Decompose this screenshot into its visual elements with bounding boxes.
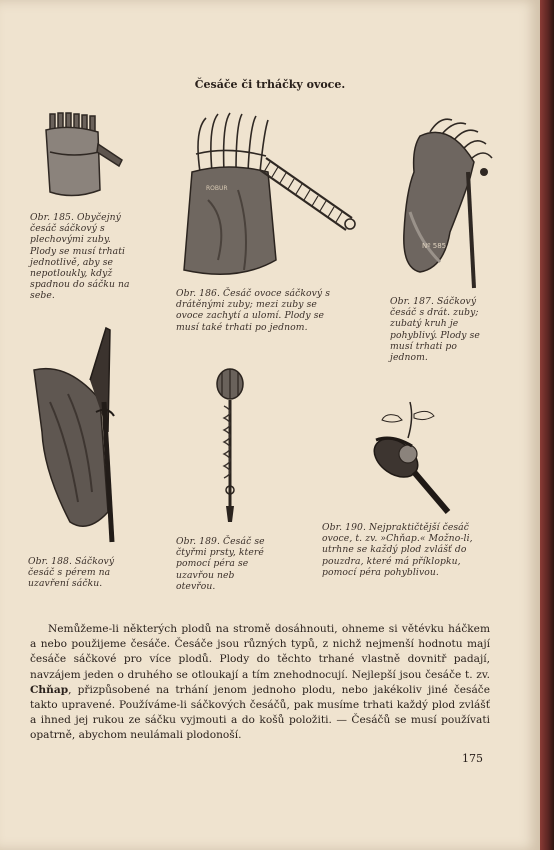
fig188-caption: Obr. 188. Sáčkový česáč s pérem na uzavření sáčku. [28, 556, 115, 590]
fig189-four-finger-picker-illustration [208, 366, 252, 526]
fig186-caption: Obr. 186. Česáč ovoce sáčkový s drátěnými zuby; mezi zuby se ovoce zachytí a ulomí. Plody se musí také trhati po jednom. [176, 288, 331, 333]
fig188-spring-picker-illustration [28, 322, 128, 548]
fig186-bag-mark: ROBUR [206, 185, 228, 192]
fig186-wire-picker-illustration [178, 110, 358, 282]
fig190-chnap-picker-illustration [362, 398, 452, 516]
fig185-caption: Obr. 185. Obyčejný česáč sáčkový s plechovými zuby. Plody se musí trhati jednotlivě, aby se nepotloukly, když spadnou do sáčku na sebe. [30, 212, 130, 302]
body-paragraph [30, 622, 490, 744]
page-number: 175 [462, 752, 483, 765]
fig190-caption: Obr. 190. Nejpraktičtější česáč ovoce, t. zv. »Chňap.« Možno-li, utrhne se každý plod zvlášť do pouzdra, které má příklopku, pomocí péra pohyblivou. [322, 522, 473, 578]
page-title: Česáče či trháčky ovoce. [194, 78, 346, 91]
body-text-part-2: , přizpůsobené na trhání jenom jednoho plodu, nebo jakékoliv jiné česáče takto upravené. Používáme-li sáčkových česáčů, pak musíme trhati každý plod zvlášť a ihned jej rukou ze sáčku vyjmouti a do košů položiti. — Česáčů se musí používati opatrně, abychom neulámali plodonoší. [30, 683, 490, 742]
body-bold-term: Chňap [30, 683, 69, 696]
fig185-tin-picker-illustration [40, 112, 130, 202]
fig187-bag-mark: Nº 585 [422, 242, 447, 250]
body-text-part-1: Nemůžeme-li některých plodů na stromě dosáhnouti, ohneme si větévku háčkem a nebo použijeme česáče. Česáče jsou různých typů, z nichž nejmenší hodnotu mají česáče sáčkové pro více plodů. Plody do těchto trhané vlastně dovnitř padají, navzájem jeden o druhého se otloukají a tím znehodnocují. Nejlepší jsou česáče t. zv. [30, 623, 490, 681]
fig187-caption: Obr. 187. Sáčkový česáč s drát. zuby; zubatý kruh je pohyblivý. Plody se musí trhati po jednom. [390, 296, 480, 364]
fig189-caption: Obr. 189. Česáč se čtyřmi prsty, které pomocí péra se uzavřou neb otevřou. [176, 536, 265, 592]
book-spine-edge [540, 0, 554, 850]
fig187-ring-picker-illustration [400, 112, 500, 290]
